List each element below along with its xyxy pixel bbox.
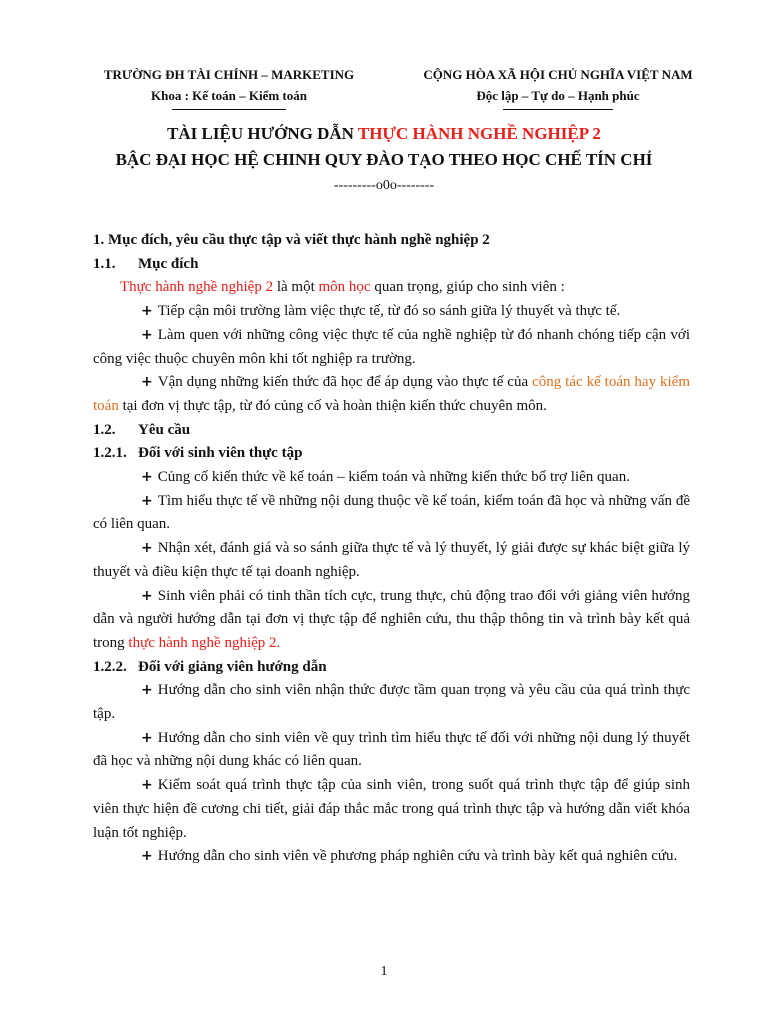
intro-text: là một	[273, 279, 319, 296]
plus-icon: +	[141, 492, 153, 509]
section-title: Đối với sinh viên thực tập	[138, 445, 303, 462]
plus-icon: +	[141, 540, 153, 557]
highlight-text: thực hành nghề nghiệp 2.	[128, 634, 281, 651]
list-item	[93, 300, 690, 324]
intro-paragraph	[93, 276, 690, 300]
list-item	[93, 466, 690, 490]
list-item-text: Tiếp cận môi trường làm việc thực tế, từ đó so sánh giữa lý thuyết và thực tế.	[157, 303, 621, 320]
doc-title-line1	[0, 124, 768, 144]
list-item	[93, 371, 690, 418]
page-number: 1	[380, 964, 388, 979]
section-1-heading: 1. Mục đích, yêu cầu thực tập và viết thực hành nghề nghiệp 2	[93, 232, 490, 248]
section-1-2-2-heading	[93, 656, 690, 680]
title-divider: ---------o0o--------	[333, 178, 435, 193]
plus-icon: +	[141, 682, 153, 699]
list-item-text: Hướng dẫn cho sinh viên nhận thức được tầm quan trọng và yêu cầu của quá trình thực tập.	[93, 682, 690, 723]
list-item-text: Làm quen với những công việc thực tế của nghề nghiệp từ đó nhanh chóng tiếp cận với công việc thuộc chuyên môn khi tốt nghiệp ra trường.	[93, 326, 690, 367]
national-motto: Độc lập – Tự do – Hạnh phúc	[476, 88, 640, 103]
list-item-text: Sinh viên phải có tinh thần tích cực, trung thực, chủ động trao đổi với giảng viên hướng dẫn và người hướng dẫn tại đơn vị thực tập để nghiên cứu, thu thập thông tin và trình bày kết quả trong	[93, 587, 690, 651]
list-item	[93, 585, 690, 656]
section-number: 1.1.	[93, 255, 116, 272]
section-1-2-1-heading	[93, 442, 690, 466]
list-item-text: Vận dụng những kiến thức đã học để áp dụng vào thực tế của	[157, 374, 533, 391]
plus-icon: +	[141, 303, 153, 320]
intro-end: quan trọng, giúp cho sinh viên :	[370, 279, 565, 296]
faculty-name: Khoa : Kế toán – Kiểm toán	[151, 88, 307, 103]
section-title: Đối với giảng viên hướng dẫn	[138, 658, 327, 675]
section-number: 1.2.1.	[93, 445, 127, 462]
plus-icon: +	[141, 848, 153, 865]
list-item	[93, 324, 690, 371]
section-1-1-heading	[93, 253, 690, 277]
school-name: TRƯỜNG ĐH TÀI CHÍNH – MARKETING	[103, 67, 355, 82]
plus-icon: +	[141, 326, 153, 343]
national-title: CỘNG HÒA XÃ HỘI CHỦ NGHĨA VIỆT NAM	[423, 67, 693, 82]
list-item	[93, 490, 690, 537]
list-item-text: Hướng dẫn cho sinh viên về phương pháp nghiên cứu và trình bày kết quả nghiên cứu.	[157, 848, 678, 865]
course-name: Thực hành nghề nghiệp 2	[120, 279, 274, 296]
document-body	[93, 229, 690, 869]
list-item-text: Nhận xét, đánh giá và so sánh giữa thực tế và lý thuyết, lý giải được sự khác biệt giữa lý thuyết và điều kiện thực tế tại doanh nghiệp.	[93, 540, 690, 580]
list-item	[93, 679, 690, 726]
list-item-text: Kiểm soát quá trình thực tập của sinh viên, trong suốt quá trình thực tập để giúp sinh viên thực hiện đề cương chi tiết, giải đáp thắc mắc trong quá trình thực tập và hướng dẫn viết khóa luận tốt nghiệp.	[93, 777, 690, 841]
section-number: 1.2.	[93, 421, 116, 438]
list-item	[93, 845, 690, 869]
plus-icon: +	[141, 777, 153, 794]
plus-icon: +	[141, 729, 153, 746]
list-item-text: Tìm hiểu thực tế về những nội dung thuộc về kế toán, kiểm toán đã học và những vấn đề có liên quan.	[93, 492, 690, 533]
list-item	[93, 774, 690, 845]
subject-word: môn học	[318, 279, 371, 296]
title-highlight: THỰC HÀNH NGHỀ NGHIỆP 2	[357, 124, 601, 143]
plus-icon: +	[141, 374, 153, 391]
title-prefix: TÀI LIỆU HƯỚNG DẪN	[167, 124, 358, 143]
list-item	[93, 727, 690, 774]
plus-icon: +	[141, 469, 153, 486]
doc-title-line2: BẬC ĐẠI HỌC HỆ CHINH QUY ĐÀO TẠO THEO HỌC CHẾ TÍN CHỈ	[115, 150, 653, 169]
header-national	[400, 64, 716, 110]
section-title: Yêu cầu	[138, 421, 191, 438]
section-title: Mục đích	[138, 255, 199, 272]
header-school	[88, 64, 370, 110]
list-item-text-end: tại đơn vị thực tập, từ đó củng cố và hoàn thiện kiến thức chuyên môn.	[118, 397, 547, 414]
list-item	[93, 537, 690, 584]
list-item-text: Củng cố kiến thức về kế toán – kiểm toán và những kiến thức bổ trợ liên quan.	[157, 469, 630, 486]
section-1-2-heading	[93, 419, 690, 443]
header-left-underline	[172, 109, 286, 110]
highlight-text: công tác kế toán hay kiểm toán	[93, 374, 690, 414]
list-item-text: Hướng dẫn cho sinh viên về quy trình tìm hiểu thực tế đối với những nội dung lý thuyết đã học và những nội dung khác có liên quan.	[93, 729, 690, 770]
section-number: 1.2.2.	[93, 658, 127, 675]
header-right-underline	[503, 109, 613, 110]
plus-icon: +	[141, 587, 153, 604]
